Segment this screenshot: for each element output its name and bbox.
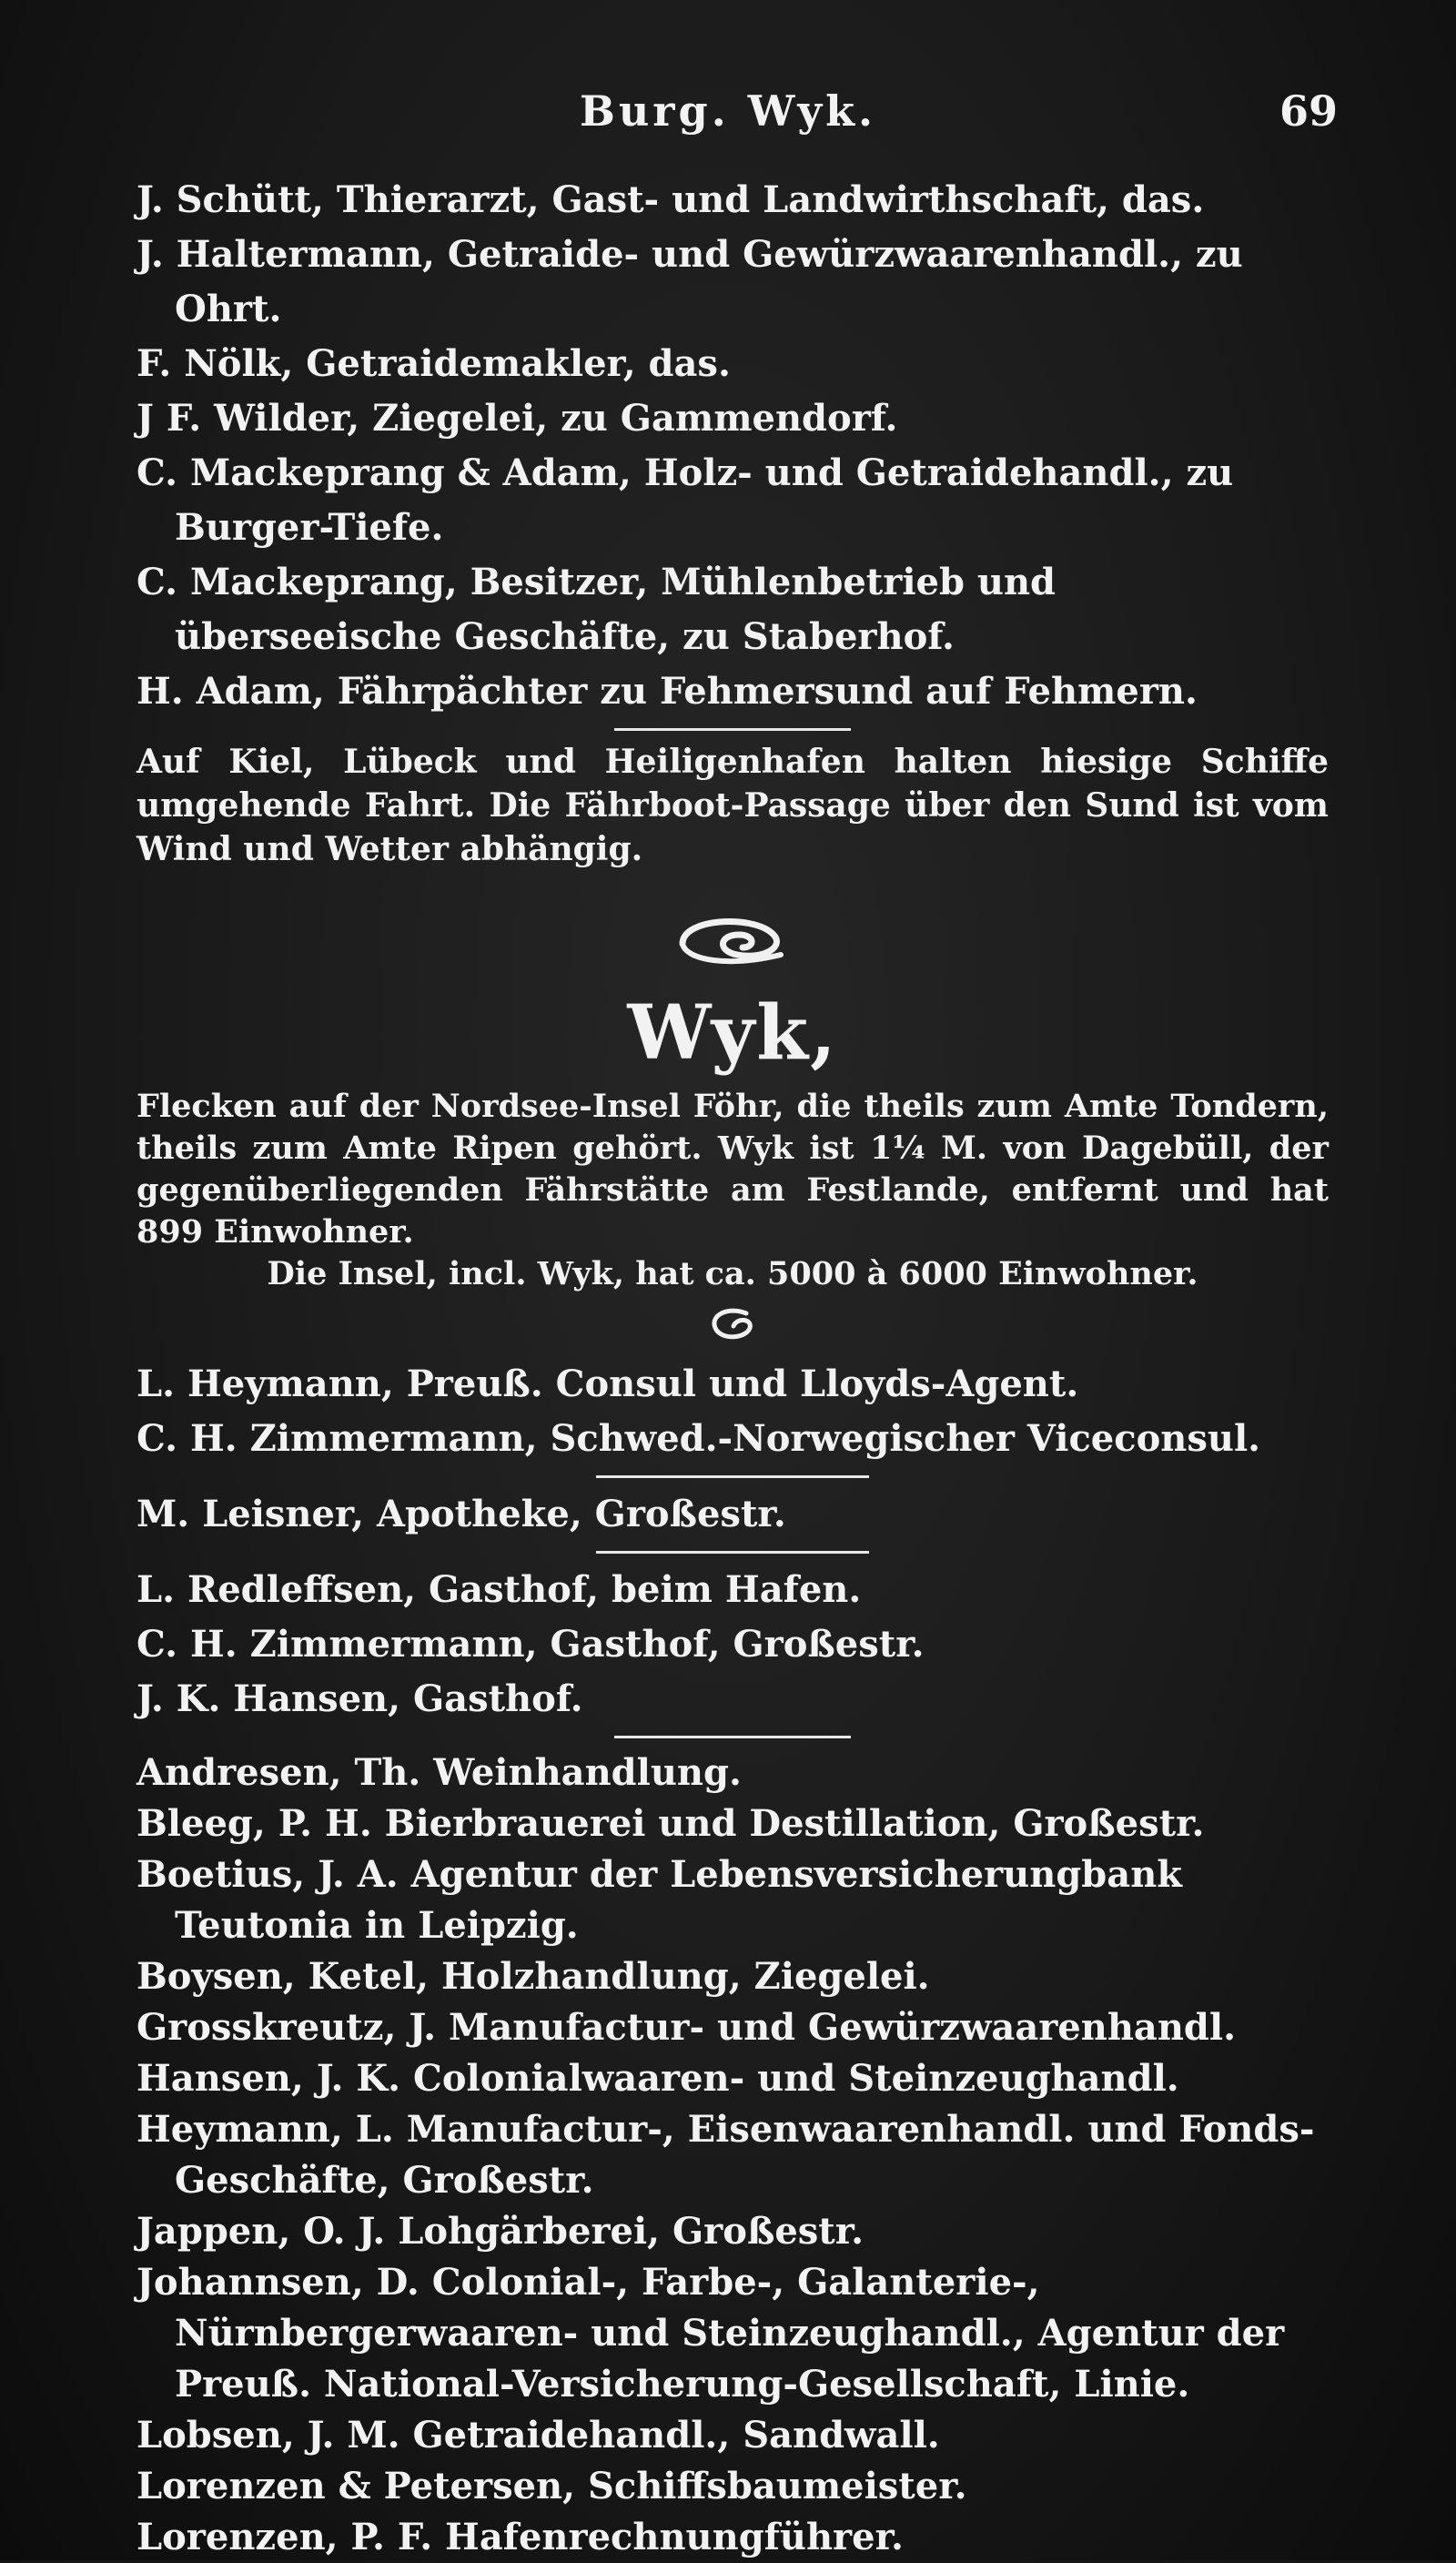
list-item: C. H. Zimmermann, Schwed.-Norwegischer Viceconsul. bbox=[136, 1417, 1261, 1460]
list-item: Jappen, O. J. Lohgärberei, Großestr. bbox=[136, 2210, 864, 2253]
list-item: H. Adam, Fährpächter zu Fehmersund auf Fehmern. bbox=[136, 670, 1198, 713]
list-item: Johannsen, D. Colonial-, Farbe-, Galanterie-, Nürnbergerwaaren- und Steinzeughandl., Agentur der Preuß. National-Versicherung-Gesellschaft, Linie. bbox=[136, 2261, 1285, 2406]
page-header bbox=[0, 86, 1456, 159]
list-item: J F. Wilder, Ziegelei, zu Gammendorf. bbox=[136, 397, 898, 440]
flourish-ornament-icon bbox=[664, 907, 801, 971]
running-head: Burg. Wyk. bbox=[579, 86, 877, 136]
pharmacy-list bbox=[136, 1487, 1329, 1542]
traders-list bbox=[136, 1748, 1329, 2563]
list-item: Lobsen, J. M. Getraidehandl., Sandwall. bbox=[136, 2414, 940, 2457]
list-item: Bleeg, P. H. Bierbrauerei und Destillation, Großestr. bbox=[136, 1802, 1205, 1845]
list-item: Hansen, J. K. Colonialwaaren- und Steinzeughandl. bbox=[136, 2057, 1179, 2100]
divider bbox=[614, 728, 851, 731]
list-item: L. Redleffsen, Gasthof, beim Hafen. bbox=[136, 1568, 862, 1611]
list-item: Grosskreutz, J. Manufactur- und Gewürzwaarenhandl. bbox=[136, 2006, 1237, 2049]
burg-entries bbox=[136, 173, 1329, 719]
town-title: Wyk, bbox=[627, 989, 838, 1077]
list-item: Boysen, Ketel, Holzhandlung, Ziegelei. bbox=[136, 1955, 930, 1998]
list-item: Andresen, Th. Weinhandlung. bbox=[136, 1751, 742, 1794]
list-item: C. H. Zimmermann, Gasthof, Großestr. bbox=[136, 1623, 925, 1666]
town-description: Flecken auf der Nordsee-Insel Föhr, die theils zum Amte Tondern, theils zum Amte Ripen gehört. Wyk ist 1¼ M. von Dagebüll, der gegenüberliegenden Fährstätte am Festlande, entfernt und hat 899 Einwohner. bbox=[136, 1088, 1329, 1251]
list-item: F. Nölk, Getraidemakler, das. bbox=[136, 342, 731, 385]
list-item: Lorenzen, P. F. Hafenrechnungführer. bbox=[136, 2516, 904, 2558]
list-item: C. Mackeprang, Besitzer, Mühlenbetrieb und überseeische Geschäfte, zu Staberhof. bbox=[136, 561, 1056, 658]
list-item: J. Schütt, Thierarzt, Gast- und Landwirthschaft, das. bbox=[136, 178, 1205, 221]
shipping-note: Auf Kiel, Lübeck und Heiligenhafen halten hiesige Schiffe umgehende Fahrt. Die Fährboot-Passage über den Sund ist vom Wind und Wetter abhängig. bbox=[136, 743, 1329, 868]
list-item: Heymann, L. Manufactur-, Eisenwaarenhandl. und Fonds-Geschäfte, Großestr. bbox=[136, 2108, 1315, 2202]
list-item: M. Leisner, Apotheke, Großestr. bbox=[136, 1493, 786, 1535]
inns-list bbox=[136, 1563, 1329, 1727]
list-item: Lorenzen & Petersen, Schiffsbaumeister. bbox=[136, 2465, 967, 2507]
list-item: J. K. Hansen, Gasthof. bbox=[136, 1677, 583, 1720]
page-content bbox=[136, 173, 1329, 2563]
list-item: L. Heymann, Preuß. Consul und Lloyds-Agent. bbox=[136, 1363, 1079, 1405]
small-flourish-icon bbox=[701, 1304, 764, 1344]
page-number: 69 bbox=[1279, 86, 1338, 136]
consuls-list bbox=[136, 1357, 1329, 1466]
list-item: J. Haltermann, Getraide- und Gewürzwaarenhandl., zu Ohrt. bbox=[136, 233, 1243, 330]
island-population: Die Insel, incl. Wyk, hat ca. 5000 à 6000 Einwohner. bbox=[267, 1255, 1198, 1292]
list-item: Boetius, J. A. Agentur der Lebensversicherungbank Teutonia in Leipzig. bbox=[136, 1853, 1182, 1947]
divider bbox=[614, 1736, 851, 1738]
divider bbox=[596, 1475, 869, 1478]
divider bbox=[596, 1551, 869, 1554]
list-item: C. Mackeprang & Adam, Holz- und Getraidehandl., zu Burger-Tiefe. bbox=[136, 451, 1234, 549]
